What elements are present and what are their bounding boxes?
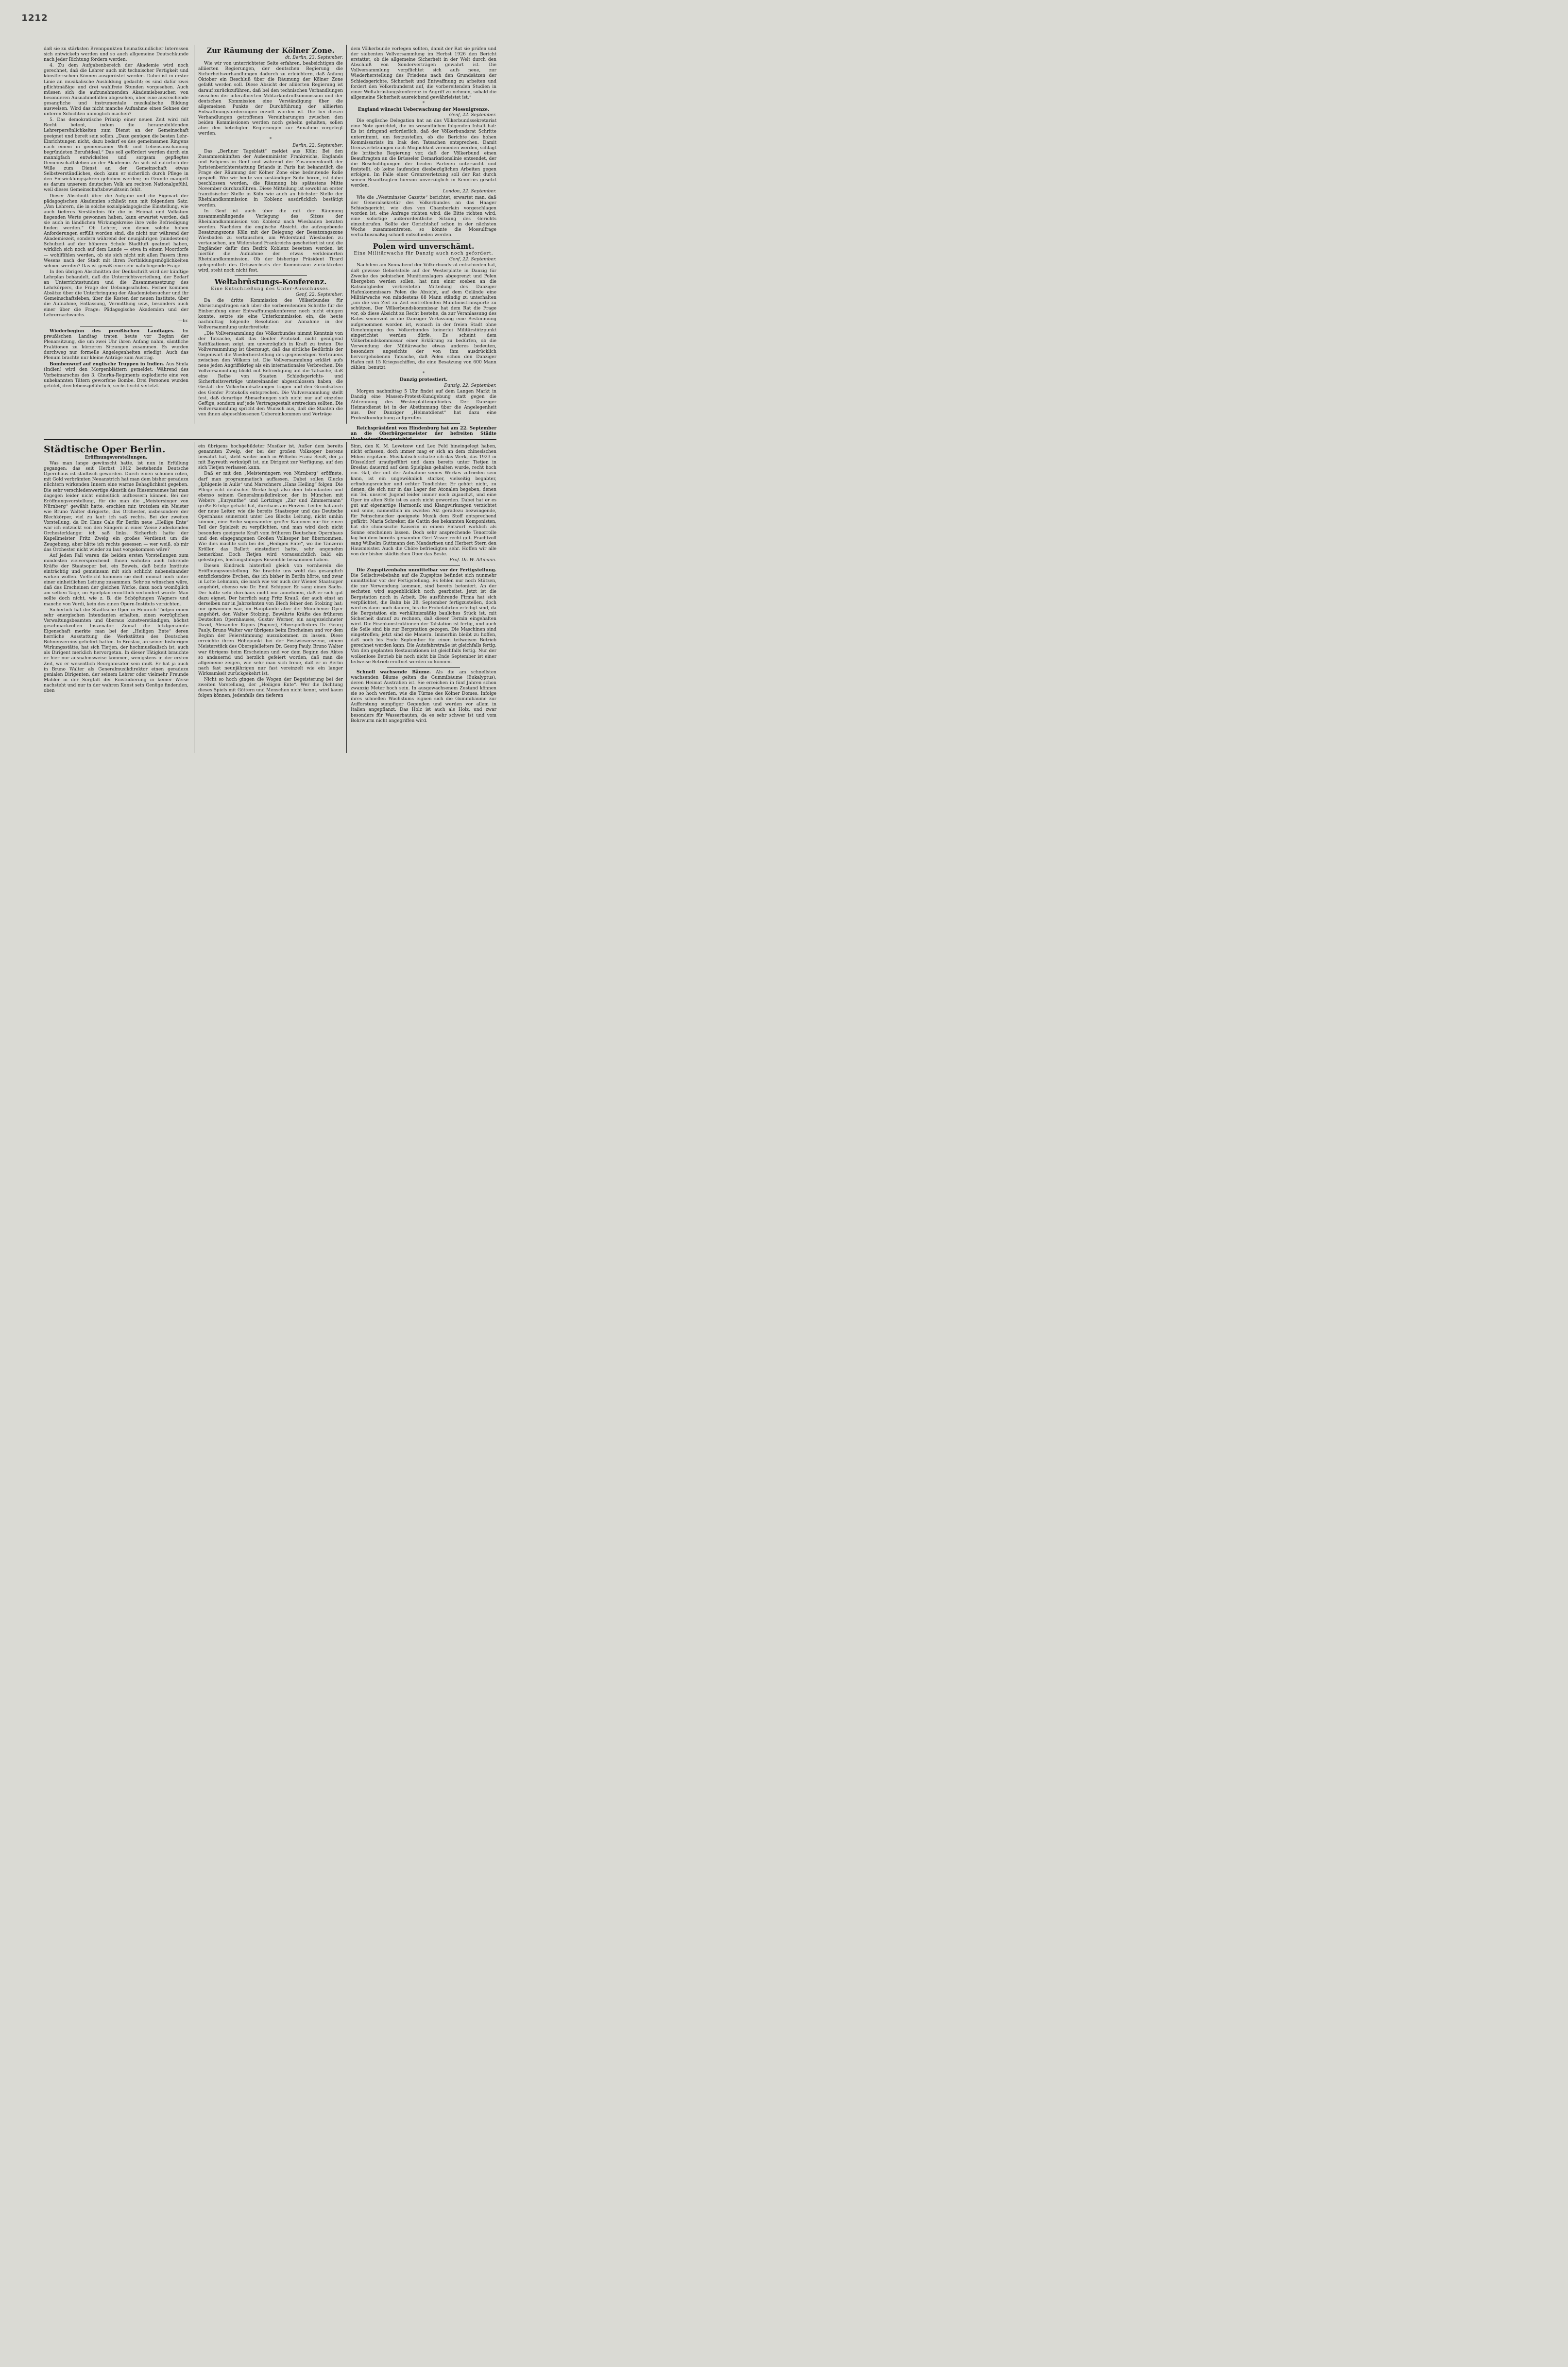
news-text: Aus Simla (Indien) wird den Morgenblättern gemeldet: Während des Vorbeimarsches des 3. Ghurka-Regiments explodierte eine von unbekannten Tätern geworfene Bombe. Drei Personen wurden getötet, drei lebensgefährlich, sechs leicht verletzt. — [44, 362, 188, 389]
article-title: Polen wird unverschämt. — [373, 242, 475, 251]
feuilleton-subtitle: Eröffnungsvorstellungen. — [85, 455, 148, 460]
article-title: Weltabrüstungs-Konferenz. — [214, 277, 327, 286]
signature: —br. — [178, 318, 188, 324]
dateline: Berlin, 22. September. — [292, 143, 343, 148]
column-1 — [44, 47, 188, 431]
paragraph: Sicherlich hat die Städtische Oper in Heinrich Tietjen einen sehr energischen Intendanten erhalten, einen vorzüglichen Verwaltungsbeamten und überaus kunstverständigen, höchst geschmackvollen Inszenator. Zumal die letztgenannte Eigenschaft merkte man bei der „Heiligen Ente“ deren herrliche Ausstattung die Werkstätten des Deutschen Bühnenvereins geliefert hatten. In Breslau, an seiner bisherigen Wirkungsstätte, hat sich Tietjen, der hochmusikalisch ist, auch als Dirigent merklich hervorgetan. In dieser Tätigkeit brauchte er hier nur ausnahmsweise kommen, wenigstens in der ersten Zeit, wo er wesentlich Reorganisator sein muß. Er hat ja auch in Bruno Walter als Generalmusikdirektor einen geradezu genialen Dirigenten, der seinem Lehrer oder vielmehr Freunde Mahler in der Sorgfalt der Einstudierung in keiner Weise nachsteht und nur in der wahren Kunst sein Genüge findenden, oben — [44, 607, 188, 694]
dateline: Danzig, 22. September. — [444, 383, 496, 388]
divider — [387, 423, 460, 424]
dateline: Genf, 22. September. — [295, 292, 343, 297]
feuilleton-column-1 — [44, 444, 188, 755]
paragraph: Sinn, den K. M. Levetzow und Leo Feld hineingelegt haben, nicht erfassen, doch immer mag er sich an dem chinesischen Milieu ergötzen. Musikalisch schätze ich das Werk, das 1923 in Düsseldorf uraufgeführt und dann bereits unter Tietjen in Breslau dauernd auf dem Spielplan gehalten wurde, recht hoch ein. Gal, der mit der Aufnahme seines Werkes zufrieden sein kann, ist ein ungewöhnlich starker, vielseitig begabter, erfindungsreicher und echter Tondichter. Er gehört nicht, zu denen, die sich nur in das Lager der Atonalen begeben, denen ein Teil unserer Jugend leider immer noch zujauchzt, und eine Oper im alten Stile ist es auch nicht geworden. Dabei hat er es gut auf eigenartige Harmonik und Klangwirkungen verzichtet und seine, namentlich im zweiten Akt geradezu bezwingende, für Feinschmecker geeignete Musik dem Stoff entsprechend gefärbt. Maria Schreker, die Gattin des bekannten Komponisten, hat die chinesische Kaiserin in einem Entwurf wirklich als Sonne erscheinen lassen. Doch sehr ansprechende Tenorrolle lag bei dem bereits genannten Gert Visser recht gut. Prachtvoll sang Wilhelm Guttmann den Mandarinen und Herbert Stern den Hausmeister. Auch die Chöre befriedigten sehr. Hoffen wir alle von der bisher städtischen Oper das Beste. — [351, 444, 496, 557]
paragraph: Diesen Eindruck hinterließ gleich von vornherein die Eröffnungsvorstellung. Sie brachte uns wohl das gesanglich entzückendste Evchen, das ich bisher in Berlin hörte, und zwar in Lotte Lehmann, die nach wie vor auch der Wiener Staatsoper angehört, ebenso wie Dr. Emil Schipper. Er sang einen Sachs. Der hatte sehr durchaus nicht nur annehmen, daß er sich gut dazu eignet. Der herrlich sang Fritz Krauß, der auch einst an derselben nur in Jahrzehnten von Blech feiner den Stolzing hat; nur gewonnen war, im Hauptamte aber der Münchener Oper angehört, den Walter Stolzing. Bewährte Kräfte des früheren Deutschen Opernhauses, Gustav Werner, ein ausgezeichneter David, Alexander Kipnis (Pogner), Oberspielleiters Dr. Georg Pauly, Bruno Walter war übrigens beim Erscheinen und vor dem Beginn der Feierstimmung auszukommen zu lassen. Diese erreichte ihren Höhepunkt bei der Festwiesenszene, einem Meisterstück des Oberspielleiters Dr. Georg Pauly. Bruno Walter war übrigens beim Erscheinen und vor dem Beginn des Aktes so andauernd und herzlich gefeiert worden, daß man die allgemeine zeigen, wie sehr man sich freue, daß er in Berlin nach fast neunjährigen nur fast vereinzelt wie ein langer Wirksamkeit zurückgekehrt ist. — [198, 564, 343, 676]
article-subhead: Danzig protestiert. — [399, 377, 448, 383]
paragraph: „Die Vollversammlung des Völkerbundes nimmt Kenntnis von der Tatsache, daß das Genfer Protokoll nicht genügend Ratifikationen zeigt, um unverzüglich in Kraft zu treten. Die Vollversammlung ist überzeugt, daß das sittliche Bedürfnis der Gegenwart die Wiederherstellung des gegenseitigen Vertrauens zwischen den Völkern ist. Die Vollversammlung erklärt aufs neue jeden Angriffskrieg als ein internationales Verbrechen. Die Vollversammlung blickt mit Befriedigung auf die Tatsache, daß eine Reihe von Staaten Schiedsgerichts- und Sicherheitsverträge untereinander abgeschlossen haben, die Gestalt der Völkerbundsatzungen tragen und den Grundsätzen des Genfer Protokolls entsprechen. Die Vollversammlung stellt fest, daß derartige Abmachungen sich nicht nur auf einzelne Gefüge, sondern auf jede Vertragsgestalt erstrecken sollten. Die Vollversammlung spricht den Wunsch aus, daß die Staaten die von ihnen abgeschlossenen Uebereinkommen und Verträge — [198, 331, 343, 417]
paragraph: dem Völkerbunde vorlegen sollten, damit der Rat sie prüfen und der siebenten Vollversammlung im Herbst 1926 den Bericht erstattet, ob die allgemeine Sicherheit in der Welt durch den Abschluß von Sonderverträgen gewahrt ist. Die Vollversammlung verpflichtet sich aufs neue, zur Wiederherstellung des Friedens nach den Grundsätzen der Schiedsgerichte, Sicherheit und Entwaffnung zu arbeiten und fordert den Völkerbundsrat auf, die vorbereitenden Studien in einer Weltabrüstungskonferenz in Angriff zu nehmen, sobald die allgemeine Sicherheit ausreichend gewährleistet ist.“ — [351, 47, 496, 100]
newspaper-page — [0, 0, 505, 762]
news-headline: Die Zugspitzenbahn unmittelbar vor der Fertigstellung. — [357, 567, 496, 573]
paragraph: 5. Das demokratische Prinzip einer neuen Zeit wird mit Recht betont, indem die heranzubildenden Lehrerpersönlichkeiten zum Dienst an der Gemeinschaft geeignet und bereit sein sollen. „Dazu genügen die besten Lehr-Einrichtungen nicht, dazu bedarf es des gemeinsamen Ringens nach einem in gemeinsamer Welt- und Lebensanschauung begründeten Berufsideal.“ Das soll gefördert werden durch ein mannigfach entwickeltes und sorgsam gepflegtes Gemeinschaftsleben an der Akademie. An sich ist natürlich der Wille zum Dienst an der Gemeinschaft etwas Selbstverständliches, doch kann er sicherlich durch Pflege in den Entwicklungsjahren gehoben werden; im Grunde mangelt es darum unserem deutschen Volk am rechten Nationalgefühl, weil dieses Gemeinschaftsbewußtsein fehlt. — [44, 118, 188, 193]
paragraph: 4. Zu dem Aufgabenbereich der Akademie wird noch gerechnet, daß die Lehrer auch mit technischer Fertigkeit und künstlerischem Können ausgerüstet werden. Dabei ist in erster Linie an musikalische Ausbildung gedacht; es sind dafür zwei pflichtmäßige und drei wahlfreie Stunden vorgesehen. Auch müssen sich die aufzunehmenden Akademiebesucher, von besonderen Ausnahmefällen abgesehen, über eine ausreichende gesangliche und instrumentale musikalische Bildung ausweisen. Wird das nicht manche Aufnahme eines Sohnes der unteren Schichten unmöglich machen? — [44, 63, 188, 117]
paragraph: Dieser Abschnitt über die Aufgabe und die Eigenart der pädagogischen Akademien schließt nun mit folgendem Satz: „Von Lehrern, die in solche sozialpädagogische Einstellung, wie auch tieferes Verständnis für die in Heimat und Volkstum liegenden Werte gewonnen haben, kann erwartet werden, daß sie auch in ländlichen Wirkungskreise ihre volle Befriedigung finden werden.“ Ob Lehrer, von denen solche hohen Anforderungen erfüllt worden sind, die nicht nur während der Akademiezeit, sondern während der neunjährigen (mindestens) Schulzeit auf der höheren Schule Stadtluft geatmet haben, wirklich sich noch auf dem Lande — etwa in einem Moordorfe — wohlfühlen werden, ob sie sich nicht mit allen Fasern ihres Wesens nach der Stadt mit ihren Fortbildungsmöglichkeiten sehnen werden? Das ist gewiß eine sehr naheliegende Frage. — [44, 193, 188, 269]
column-2 — [198, 47, 343, 431]
news-text: Als die am schnellsten wachsenden Bäume gelten die Gummibäume (Eukalyptus), deren Heimat Australien ist. Sie erreichen in fünf Jahren schon zwanzig Meter hoch sein. In ausgewachsenem Zustand können sie so hoch werden, wie die Türme des Kölner Domes. Infolge ihres schnellen Wachstums eignen sich die Gummibäume zur Aufforstung sumpfiger Gegenden und werden vor allem in Italien angepflanzt. Das Holz ist auch als Holz, und zwar besonders für Wasserbauten, da es sehr schwer ist und vom Bohrwurm nicht angegriffen wird. — [351, 669, 496, 723]
signature: Prof. Dr. W. Altmann. — [449, 557, 496, 563]
page-number: 1212 — [21, 13, 48, 23]
separator-star: * — [422, 101, 425, 106]
article-title: Zur Räumung der Kölner Zone. — [206, 46, 335, 55]
paragraph: Auf jeden Fall waren die beiden ersten Vorstellungen zum mindesten vielversprechend. Ihnen wohnten auch führende Kräfte der Staatsoper bei, ein Beweis, daß beide Institute einträchtig und gemeinsam mit sich schlicht nebeneinander wirken wollen. Vielleicht kommen sie doch einmal noch unter einer einheitlichen Leitung zusammen. Sehr zu wünschen wäre, daß das Erscheinen der gleichen Werke, dazu noch womöglich am selben Tage, im Spielplan ermittlich verhindert würde. Man sollte doch nicht, wie z. B. die Schöpfungen Wagners und manche von Verdi, kein des einen Opern-Instituts verzichten. — [44, 553, 188, 607]
paragraph: Nicht so hoch gingen die Wogen der Begeisterung bei der zweiten Vorstellung, der „Heiligen Ente“. Wer die Dichtung dieses Spiels mit Göttern und Menschen nicht kennt, wird kaum folgen können, jedenfalls den tieferen — [198, 677, 343, 699]
news-headline: Wiederbeginn des preußischen Landtages. — [50, 328, 175, 334]
column-3 — [351, 47, 496, 437]
paragraph: Nachdem am Sonnabend der Völkerbundsrat entschieden hat, daß gewisse Gebietsteile auf der Westerplatte in Danzig für Zwecke des polnischen Munitionslagers abgegrenzt und Polen übergeben werden sollen, hat nun einer soeben an die Ratsmitglieder verbreiteten Mitteilung des Danziger Hafenkommissars Polen die Absicht, auf dem Gelände eine Militärwache von mindestens 88 Mann ständig zu unterhalten „um die von Zeit zu Zeit eintreffenden Munitionstransporte zu schützen. Der Völkerbundskommissar hat dem Rat die Frage vor, ob diese Absicht zu Recht bestehe, da zur Veranlassung des Rates seinerzeit in die Danziger Verfassung eine Bestimmung aufgenommen worden ist, wonach in der freien Stadt ohne Genehmigung des Völkerbundes keinerlei Militärstützpunkt eingerichtet werden dürfe. Es scheint dem Völkerbundskommissar einer Erklärung zu bedürfen, ob die Verwendung der Militärwache etwas anderes bedeuten, besonders angesichts der von ihm ausdrücklich hervorgehobenen Tatsache, daß Polen schon den Danziger Hafen mit 15 Kriegsschiffen, die eine Besatzung von 600 Mann zählen, benutzt. — [351, 263, 496, 371]
paragraph: Wie die „Westminster Gazette“ berichtet, erwartet man, daß der Generalsekretär des Völkerbundes an das Haager Schiedsgericht, wie dies von Chamberlain vorgeschlagen worden ist, eine Anfrage richten wird; die Bitte richten wird, eine sofortige außerordentliche Sitzung des Gerichts einzuberufen. Sollte der Gerichtshof schon in der nächsten Woche zusammentreten, so könnte die Mossulfrage verhältnismäßig schnell entschieden werden. — [351, 195, 496, 238]
news-headline: Bombenwurf auf englische Truppen in Indien. — [50, 361, 165, 367]
feuilleton-title: Städtische Oper Berlin. — [44, 444, 166, 455]
article-subtitle: Eine Militärwache für Danzig auch noch gefordert. — [354, 251, 494, 257]
article-subtitle: Eine Entschließung des Unter-Ausschusses. — [211, 286, 330, 292]
divider — [387, 565, 460, 566]
paragraph: Morgen nachmittag 5 Uhr findet auf dem Langen Markt in Danzig eine Massen-Protest-Kundgebung statt gegen die Abtrennung des Westerplattengebietes. Der Danziger Heimatdienst ist in der Abstimmung über die Angelegenheit aus. Der Danziger „Heimatdienst“ hat dazu eine Protestkundgebung aufgerufen. — [351, 389, 496, 421]
divider — [235, 275, 307, 276]
paragraph: Das „Berliner Tageblatt“ meldet aus Köln: Bei den Zusammenkünften der Außenminister Frankreichs, Englands und Belgiens in Genf und während der Zusammenkunft der Juristenberichterstattung Briands in Paris hat bekanntlich die Frage der Räumung der Kölner Zone eine bedeutende Rolle gespielt. Wie wir heute von zuständiger Seite hören, ist dabei beschlossen worden, die Räumung bis spätestens Mitte November durchzuführen. Diese Mitteilung ist sowohl an erster französischer Stelle in Köln wie auch an höchster Stelle der Rheinlandkommission in Koblenz ausdrücklich bestätigt worden. — [198, 149, 343, 208]
paragraph: Die englische Delegation hat an das Völkerbundssekretariat eine Note gerichtet, die im wesentlichen folgenden Inhalt hat: Es ist dringend erforderlich, daß der Völkerbundsrat Schritte unternimmt, um festzustellen, ob die Berichte des hohen Kommissariats im Irak den Tatsachen entsprechen. Damit Grenzverletzungen nach Möglichkeit vermieden werden, schlägt die britische Regierung vor, daß der Völkerbund einen Beauftragten an die Brüsseler Demarkationslinie entsendet, der die Beschuldigungen der beiden Parteien untersucht und feststellt, ob keine laufenden diesbezüglichen Arbeiten gegen erfolgen. Im Falle einer Grenzverletzung soll der Rat durch seinen Beauftragten hiervon unverzüglich in Kenntnis gesetzt werden. — [351, 119, 496, 189]
column-rule — [346, 442, 347, 753]
paragraph: Wie wir von unterrichteter Seite erfahren, beabsichtigen die alliierten Regierungen, der deutschen Regierung die Sicherheitsverhandlungen dadurch zu erleichtern, daß Anfang Oktober ein Beschluß über die Räumung der Kölner Zone gefaßt werden soll. Diese Absicht der alliierten Regierung ist darauf zurückzuführen, daß bei den technischen Verhandlungen zwischen der interalliierten Militärkontrollkommission und der deutschen Kommission eine Verständigung über die allgemeinen Punkte der Durchführung der alliierten Entwaffnungsforderungen erzielt worden ist. Die bei diesen Verhandlungen getroffenen Vereinbarungen zwischen den beiden Kommissionen werden noch geheim gehalten, sollen aber den beteiligten Regierungen zur Annahme vorgelegt werden. — [198, 61, 343, 137]
separator-star: * — [269, 137, 272, 142]
dateline: Genf, 22. September. — [449, 113, 496, 118]
news-text: Im preußischen Landtag traten heute vor Beginn der Plenarsitzung, die um zwei Uhr ihren Anfang nahm, sämtliche Fraktionen zu kürzeren Sitzungen zusammen. Es wurden durchweg nur formelle Angelegenheiten erledigt. Auch das Plenum brachte nur kleine Anträge zum Austrag. — [44, 328, 188, 361]
paragraph: daß sie zu stärksten Brennpunkten heimatkundlicher Interessen sich entwickeln werden und so auch allgemeine Deutschkunde nach jeder Richtung fördern werden. — [44, 47, 188, 63]
article-subhead: England wünscht Ueberwachung der Mossulgrenze. — [358, 107, 490, 113]
paragraph: In Genf ist auch über die mit der Räumung zusammenhängende Verlegung des Sitzes der Rheinlandkommission von Koblenz nach Wiesbaden beraten worden. Nachdem die englische Absicht, die aufzugebende Besatzungszone Köln mit der Belegung der Besatzungszone Wiesbaden zu vertauschen, am Widerstand Wiesbaden zu vertauschen, am Widerstand Frankreichs gescheitert ist und die Engländer dafür den Bezirk Koblenz besetzen werden, ist hierfür die Aufnahme der etwas verkleinerten Rheinlandkommission. Ob der bisherige Präsident Tirard gelegentlich des Ortswechsels der Kommission zurücktreten wird, steht noch nicht fest. — [198, 208, 343, 273]
dateline: London, 22. September. — [443, 189, 496, 194]
paragraph: Reichspräsident von Hindenburg hat am 22. September an die Oberbürgermeister der befreiten Städte — [351, 426, 496, 437]
paragraph: Daß er mit den „Meistersingern von Nürnberg“ eröffnete, darf man programmatisch auffassen. Dabei sollen Glucks „Iphigenie in Aulis“ und Marschners „Hans Heiling“ folgen. Die Pflege echt deutscher Werke liegt also dem Intendanten und ebenso seinem Generalmusikdirektor, der in München mit Webers „Euryanthe“ und Lortzings „Zar und Zimmermann“ große Erfolge gehabt hat, durchaus am Herzen. Leider hat auch der neue Leiter, wie die bereits Staatsoper und das Deutsche Opernhaus seinerzeit unter Leo Blechs Leitung, nicht umhin können, eine Reihe sogenannter großer Kanonen nur für einen Teil der Spielzeit zu verpflichten, und man wird doch nicht besonders geeignete Kraft vom früheren Deutschen Opernhaus und den eingegangenen Großen Volksoper her übernommen. Wie dies machte sich bei der „Heiligen Ente“, wo die Tänzerin Kröller, das Ballett einstudiert hatte, sehr angenehm bemerkbar. Doch Tietjen wird voraussichtlich bald ein gefestigtes, leistungsfähiges Ensemble beisammen haben. — [198, 471, 343, 563]
feuilleton-column-3 — [351, 444, 496, 755]
dateline: Genf, 22. September. — [449, 257, 496, 262]
news-text: Die Seilschwebebahn auf die Zugspitze befindet sich nunmehr unmittelbar vor der Fertigstellung. Es fehlen nur noch Stützen, die zur Verwendung kommen, sind bereits betoniert. An der sechsten wird augenblicklich noch gearbeitet. Jetzt ist die Bergstation noch in Arbeit. Die ausführende Firma hat sich verpflichtet, die Bahn bis 28. September fertigzustellen, doch wird es dann noch dauern, bis die Probefahrten erledigt sind, da die Bergstation ein verhältnismäßig bauliches Stück ist, mit Sicherheit darauf zu rechnen, daß dieser Termin eingehalten wird. Die Eisenkonstruktionen der Talstation ist fertig, und auch die Seile sind bis zur Bergstation gezogen. Die Maschinen sind eingetroffen; jetzt sind die Mauern. Immerhin bleibt zu hoffen, daß noch bis Ende September für einen teilweisen Betrieb gerechnet werden kann. Die Autofahrstraße ist gleichfalls fertig. Von den geplanten Restaurationen ist gleichfalls fertig. Nur der wolkenlose Betrieb bis noch nicht bis Ende September ist einer teilweise Betrieb eröffnet werden zu können. — [351, 573, 496, 665]
column-rule — [346, 45, 347, 424]
paragraph: Da die dritte Kommission des Völkerbundes für Abrüstungsfragen sich über die vorbereitenden Schritte für die Einberufung einer Entwaffnungskonferenz noch nicht einigen konnte, setzte sie eine Unterkommission ein, die heute nachmittag folgende Resolution zur Annahme in der Vollversammlung unterbreitete: — [198, 298, 343, 330]
paragraph: In den übrigen Abschnitten der Denkschrift wird der künftige Lehrplan behandelt, daß die Unterrichtsverteilung, der Bedarf an Unterrichtsstunden und die Zusammensetzung des Lehrkörpers, die Frage der Uebungsschulen. Ferner kommen Absätze über die Unterbringung der Akademiebesucher und ihr Gemeinschaftsleben, über die Kosten der neuen Institute, über die Aufnahme, Entlassung, Vermittlung usw., besonders auch einer über die Frage: Pädagogische Akademien und der Lehrernachwuchs. — [44, 269, 188, 318]
divider — [387, 667, 460, 668]
news-headline: Schnell wachsende Bäume. — [357, 669, 431, 675]
separator-star: * — [422, 371, 425, 377]
feuilleton-column-2 — [198, 444, 343, 755]
dateline: dt. Berlin, 23. September. — [285, 55, 343, 60]
paragraph: ein übrigens hochgebildeter Musiker ist. Außer dem bereits genannten Zweig, der bei der großen Volksoper bestens bewährt hat, steht weiter noch in Wilhelm Franz Reuß, der ja mit Bayreuth verknüpft ist, ein Dirigent zur Verfügung, auf den sich Tietjen verlassen kann. — [198, 444, 343, 471]
paragraph: Was man lange gewünscht hatte, ist nun in Erfüllung gegangen: das seit Herbst 1912 bestehende Deutsche Opernhaus ist städtisch geworden. Durch einen schönen roten, mit Gold verbrämten Neuanstrich hat man dem bisher geradezu nüchtern wirkenden Innern eine warme Behaglichkeit gegeben. Die sehr verschiedenwertige Akustik des Riesenraumes hat man dagegen leider nicht einheitlich aufbessern können. Bei der Eröffnungsvorstellung, für die man die „Meistersinger von Nürnberg“ gewählt hatte, erschien mir, trotzdem ein Meister wie Bruno Walter dirigierte, das Orchester, insbesondere der Blechkörper, viel zu laut: ich saß rechts. Bei der zweiten Vorstellung, da Dr. Hans Gals für Berlin neue „Heilige Ente“ war ich entzückt von den Sängern in einer Weise zudeckenden Orchesterklange: ich saß links. Sicherlich hatte der Kapellmeister Fritz Zweig ein großes Verdienst um die Zeugebung, aber hätte ich rechts gesessen — wer weiß, ob mir das Orchester nicht wieder zu laut vorgekommen wäre? — [44, 461, 188, 552]
section-divider — [44, 439, 496, 440]
